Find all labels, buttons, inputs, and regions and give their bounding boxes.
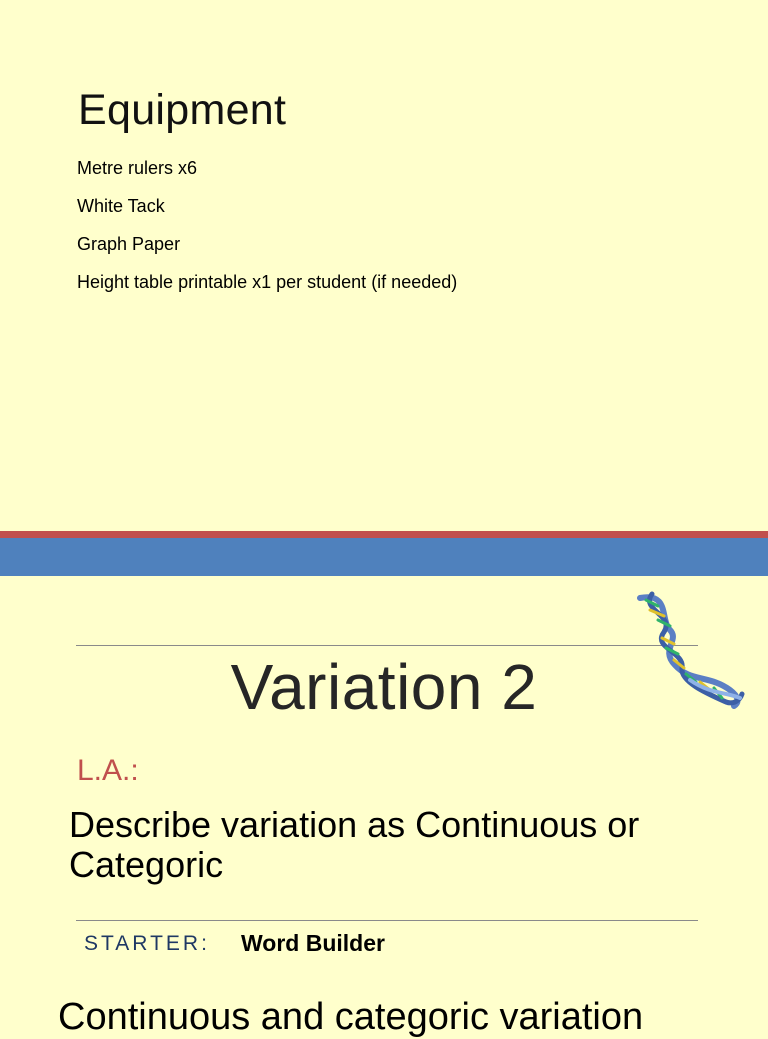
top-rule (76, 645, 698, 646)
equipment-item: Metre rulers x6 (77, 158, 198, 178)
equipment-item: White Tack (77, 196, 165, 216)
learning-objective: Describe variation as Continuous or Categoric (69, 804, 640, 885)
equipment-title: Equipment (78, 86, 287, 134)
starter-label: STARTER: (84, 932, 210, 955)
bottom-rule (76, 920, 698, 921)
equipment-item: Height table printable x1 per student (if needed) (77, 272, 458, 292)
next-slide-title: Continuous and categoric variation (58, 996, 644, 1038)
slide-divider-red (0, 531, 768, 538)
starter-activity: Word Builder (241, 930, 385, 956)
lesson-title: Variation 2 (230, 651, 538, 723)
learning-aim-label: L.A.: (77, 754, 139, 787)
equipment-item: Graph Paper (77, 234, 181, 254)
slide-divider-blue (0, 538, 768, 576)
